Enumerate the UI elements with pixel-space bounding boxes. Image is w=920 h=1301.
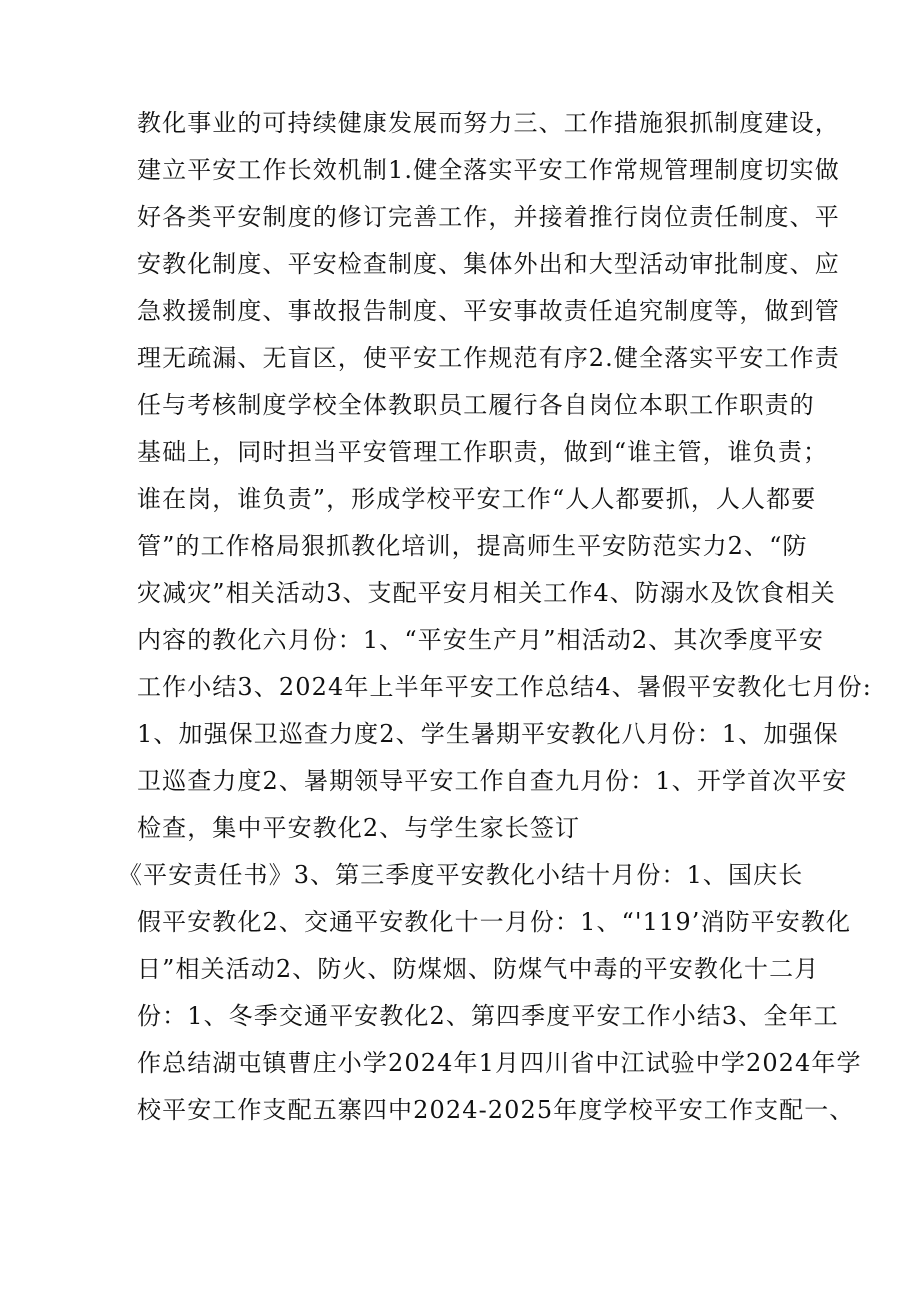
text-line-15: 卫巡查力度2、暑期领导平安工作自查九月份：1、开学首次平安 xyxy=(137,767,848,795)
text-line-16: 检查，集中平安教化2、与学生家长签订 xyxy=(137,814,581,842)
text-line-11: 灾减灾”相关活动3、支配平安月相关工作4、防溺水及饮食相关 xyxy=(137,579,836,607)
text-line-2: 建立平安工作长效机制1.健全落实平安工作常规管理制度切实做 xyxy=(137,156,840,184)
text-line-4: 安教化制度、平安检查制度、集体外出和大型活动审批制度、应 xyxy=(137,250,840,278)
text-line-9: 谁在岗，谁负责”，形成学校平安工作“人人都要抓，人人都要 xyxy=(137,485,817,513)
text-line-19: 日”相关活动2、防火、防煤烟、防煤气中毒的平安教化十二月 xyxy=(137,955,820,983)
text-line-21: 作总结湖屯镇曹庄小学2024年1月四川省中江试验中学2024年学 xyxy=(137,1049,862,1077)
text-line-20: 份：1、冬季交通平安教化2、第四季度平安工作小结3、全年工 xyxy=(137,1002,839,1030)
text-line-14: 1、加强保卫巡查力度2、学生暑期平安教化八月份：1、加强保 xyxy=(137,720,839,748)
text-line-6: 理无疏漏、无盲区，使平安工作规范有序2.健全落实平安工作责 xyxy=(137,344,840,372)
text-line-3: 好各类平安制度的修订完善工作，并接着推行岗位责任制度、平 xyxy=(137,203,840,231)
text-line-10: 管”的工作格局狠抓教化培训，提高师生平安防范实力2、“防 xyxy=(137,532,808,560)
text-line-1: 教化事业的可持续健康发展而努力三、工作措施狠抓制度建设， xyxy=(137,109,840,137)
text-line-18: 假平安教化2、交通平安教化十一月份：1、“'119’消防平安教化 xyxy=(137,908,852,936)
text-line-17: 《平安责任书》3、第三季度平安教化小结十月份：1、国庆长 xyxy=(118,861,804,889)
text-line-13: 工作小结3、2024年上半年平安工作总结4、暑假平安教化七月份: xyxy=(137,673,872,701)
text-line-7: 任与考核制度学校全体教职员工履行各自岗位本职工作职责的 xyxy=(137,391,815,419)
text-line-8: 基础上，同时担当平安管理工作职责，做到“谁主管，谁负责； xyxy=(137,438,829,466)
text-line-22: 校平安工作支配五寨四中2024-2025年度学校平安工作支配一、 xyxy=(137,1096,855,1124)
text-line-12: 内容的教化六月份：1、“平安生产月”相活动2、其次季度平安 xyxy=(137,626,824,654)
text-line-5: 急救援制度、事故报告制度、平安事故责任追究制度等，做到管 xyxy=(137,297,840,325)
